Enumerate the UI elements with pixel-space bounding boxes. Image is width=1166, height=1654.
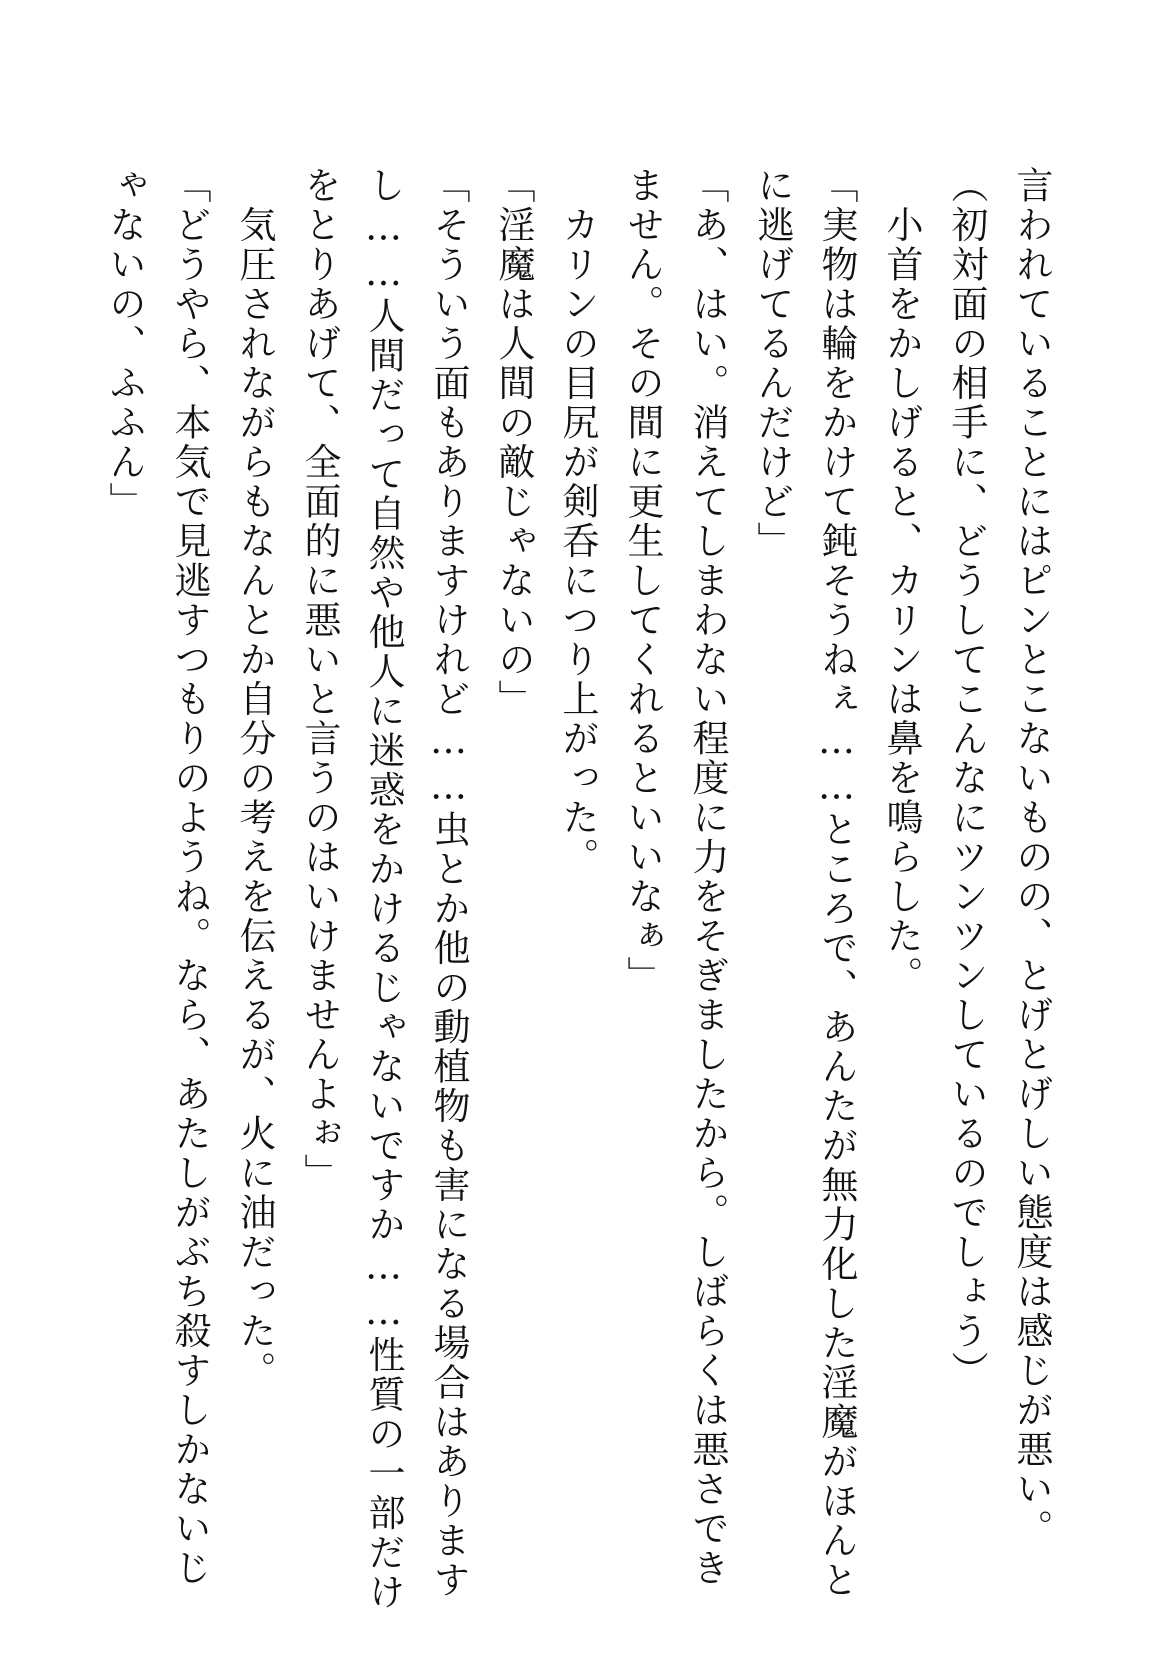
- text-column-9: 「淫魔は人間の敵じゃないの」: [492, 166, 535, 719]
- text-column-12: をとりあげて、全面的に悪いと言うのはいけませんよぉ」: [298, 166, 341, 1193]
- text-column-7: ません。その間に更生してくれるといいなぁ」: [621, 166, 664, 996]
- text-column-14: 「どうやら、本気で見逃すつもりのようね。なら、あたしがぶち殺すしかないじ: [168, 166, 211, 1588]
- text-column-6: 「あ、はい。消えてしまわない程度に力をそぎましたから。しばらくは悪さでき: [686, 166, 729, 1588]
- text-column-2: （初対面の相手に、どうしてこんなにツンツンしているのでしょう）: [945, 166, 988, 1391]
- text-column-10: 「そういう面もありますけれど……虫とか他の動植物も害になる場合はあります: [427, 166, 470, 1600]
- text-column-8: カリンの目尻が剣呑につり上がった。: [556, 166, 599, 877]
- text-column-4: 「実物は輪をかけて鈍そうねぇ……ところで、あんたが無力化した淫魔がほんと: [815, 166, 858, 1600]
- text-column-3: 小首をかしげると、カリンは鼻を鳴らした。: [880, 166, 923, 996]
- text-column-11: し……人間だって自然や他人に迷惑をかけるじゃないですか……性質の一部だけ: [362, 166, 405, 1612]
- text-column-5: に逃げてるんだけど」: [751, 166, 794, 561]
- text-column-1: 言われていることにはピンとこないものの、とげとげしい態度は感じが悪い。: [1010, 166, 1053, 1549]
- text-column-13: 気圧されながらもなんとか自分の考えを伝えるが、火に油だった。: [233, 166, 276, 1391]
- text-column-15: ゃないの、ふふん」: [103, 166, 146, 522]
